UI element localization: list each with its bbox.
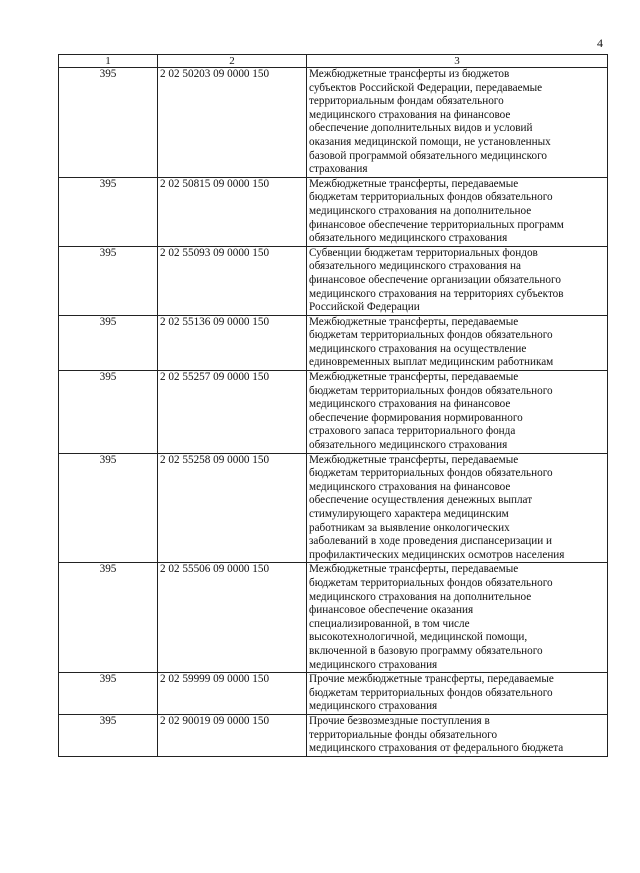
income-name-line: Межбюджетные трансферты из бюджетов	[309, 68, 510, 80]
table-row	[59, 68, 608, 178]
budget-code-cell: 2 02 55258 09 0000 150	[158, 453, 307, 563]
income-name-cell	[307, 453, 608, 563]
budget-code-cell: 2 02 55136 09 0000 150	[158, 315, 307, 370]
income-name-line: базовой программой обязательного медицинского	[309, 149, 547, 162]
table-row	[59, 673, 608, 715]
header-row	[59, 55, 608, 68]
header-cell: 3	[307, 55, 608, 68]
income-name-line: бюджетам территориальных фондов обязательного	[309, 686, 553, 699]
income-name-cell	[307, 315, 608, 370]
budget-code-cell: 2 02 55257 09 0000 150	[158, 371, 307, 454]
budget-code-cell: 2 02 50203 09 0000 150	[158, 68, 307, 178]
admin-code-cell: 395	[59, 673, 158, 715]
income-name-cell	[307, 673, 608, 715]
income-name-cell	[307, 371, 608, 454]
income-name-line: территориальным фондам обязательного	[309, 95, 504, 108]
income-name-line: медицинского страхования на дополнительное	[309, 590, 532, 603]
header-cell: 2	[158, 55, 307, 68]
income-name-line: медицинского страхования от федерального бюджета	[309, 742, 564, 755]
income-name-line: бюджетам территориальных фондов обязательного	[309, 576, 553, 589]
income-name-line: Межбюджетные трансферты, передаваемые	[309, 563, 519, 576]
income-name-line: субъектов Российской Федерации, передаваемые	[309, 81, 543, 94]
table-row	[59, 563, 608, 673]
income-name-line: страхового запаса территориального фонда	[309, 425, 516, 438]
income-name-line: Прочие безвозмездные поступления в	[309, 714, 490, 727]
income-name-line: медицинского страхования	[309, 700, 438, 713]
budget-code-cell: 2 02 90019 09 0000 150	[158, 714, 307, 756]
income-name-line: обязательного медицинского страхования	[309, 232, 508, 245]
budget-code-cell: 2 02 50815 09 0000 150	[158, 177, 307, 246]
income-name-line: включенной в базовую программу обязательного	[309, 644, 543, 657]
income-name-line: финансовое обеспечение организации обязательного	[309, 273, 561, 286]
table-row	[59, 453, 608, 563]
income-name-line: специализированной, в том числе	[309, 617, 470, 630]
income-name-cell	[307, 714, 608, 756]
budget-code-cell: 2 02 59999 09 0000 150	[158, 673, 307, 715]
budget-code-cell: 2 02 55093 09 0000 150	[158, 246, 307, 315]
income-name-line: высокотехнологичной, медицинской помощи,	[309, 631, 528, 644]
admin-code-cell: 395	[59, 315, 158, 370]
income-name-line: стимулирующего характера медицинским	[309, 508, 509, 520]
income-name-line: Российской Федерации	[309, 301, 420, 314]
income-name-line: обязательного медицинского страхования	[309, 439, 508, 452]
income-name-line: медицинского страхования на финансовое	[309, 108, 511, 121]
income-name-line: медицинского страхования на финансовое	[309, 480, 511, 493]
income-name-line: Межбюджетные трансферты, передаваемые	[309, 177, 519, 190]
income-name-line: Межбюджетные трансферты, передаваемые	[309, 315, 519, 328]
budget-code-cell: 2 02 55506 09 0000 150	[158, 563, 307, 673]
table-row	[59, 371, 608, 454]
income-name-line: территориальные фонды обязательного	[309, 728, 498, 741]
income-name-line: финансовое обеспечение оказания	[309, 604, 474, 617]
income-name-line: медицинского страхования на финансовое	[309, 398, 511, 411]
income-name-line: медицинского страхования	[309, 658, 438, 671]
income-name-line: Прочие межбюджетные трансферты, передаваемые	[309, 673, 554, 686]
income-name-cell	[307, 177, 608, 246]
income-name-line: профилактических медицинских осмотров населения	[309, 548, 565, 561]
income-name-line: бюджетам территориальных фондов обязательного	[309, 329, 553, 342]
admin-code-cell: 395	[59, 563, 158, 673]
income-name-line: обеспечение дополнительных видов и условий	[309, 122, 533, 135]
table-row	[59, 315, 608, 370]
income-name-line: Межбюджетные трансферты, передаваемые	[309, 453, 519, 466]
income-name-line: Межбюджетные трансферты, передаваемые	[309, 371, 519, 384]
income-name-line: обязательного медицинского страхования на	[309, 260, 522, 273]
income-name-line: обеспечение осуществления денежных выплат	[309, 494, 533, 507]
income-name-line: бюджетам территориальных фондов обязательного	[309, 384, 553, 397]
income-name-cell	[307, 68, 608, 178]
income-name-cell	[307, 563, 608, 673]
budget-codes-table	[58, 54, 608, 757]
income-name-line: медицинского страхования на территориях субъектов	[309, 287, 564, 300]
admin-code-cell: 395	[59, 453, 158, 563]
income-name-line: финансовое обеспечение территориальных программ	[309, 218, 564, 231]
admin-code-cell: 395	[59, 371, 158, 454]
income-name-cell	[307, 246, 608, 315]
income-name-line: Субвенции бюджетам территориальных фондов	[309, 246, 538, 259]
admin-code-cell: 395	[59, 68, 158, 178]
income-name-line: бюджетам территориальных фондов обязательного	[309, 191, 553, 204]
table-row	[59, 177, 608, 246]
page-number: 4	[597, 36, 603, 50]
income-name-line: медицинского страхования на дополнительное	[309, 204, 532, 217]
admin-code-cell: 395	[59, 177, 158, 246]
header-cell: 1	[59, 55, 158, 68]
income-name-line: единовременных выплат медицинским работникам	[309, 356, 554, 369]
income-name-line: оказания медицинской помощи, не установленных	[309, 135, 551, 148]
admin-code-cell: 395	[59, 714, 158, 756]
income-name-line: заболеваний в ходе проведения диспансеризации и	[309, 535, 553, 548]
income-name-line: страхования	[309, 163, 368, 176]
income-name-line: бюджетам территориальных фондов обязательного	[309, 467, 553, 480]
income-name-line: работникам за выявление онкологических	[309, 521, 510, 534]
table-row	[59, 246, 608, 315]
income-name-line: обеспечение формирования нормированного	[309, 411, 523, 424]
table-row	[59, 714, 608, 756]
income-name-line: медицинского страхования на осуществление	[309, 342, 527, 355]
admin-code-cell: 395	[59, 246, 158, 315]
